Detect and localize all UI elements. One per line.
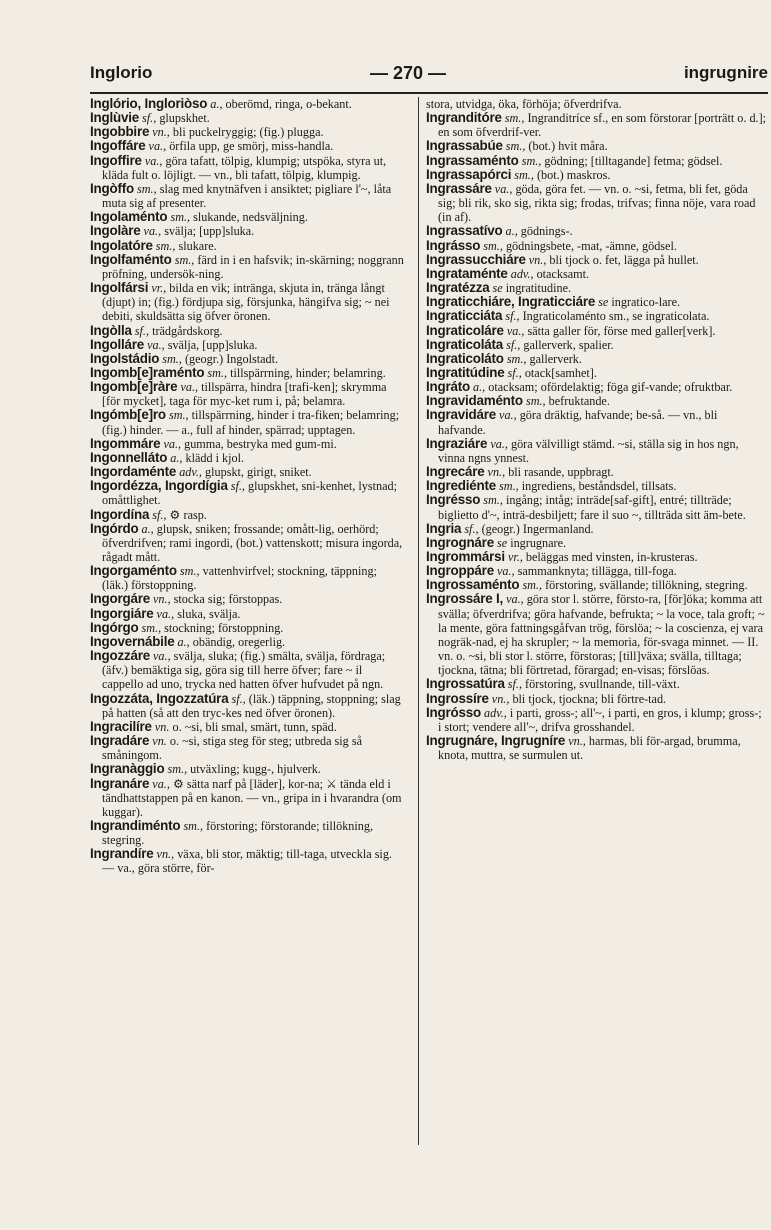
dictionary-entry [426, 366, 768, 380]
headword: Ingranditóre [426, 110, 502, 126]
dictionary-entry [426, 408, 768, 436]
headword: Ingravidáre [426, 407, 496, 423]
definition: glupskhet. [159, 111, 210, 126]
headword: Ingrassabúe [426, 138, 503, 154]
dictionary-entry [426, 677, 768, 691]
definition: gödning; [tilltagande] fetma; gödsel. [544, 153, 723, 168]
grammar-label: va., [496, 564, 515, 579]
dictionary-entry [426, 578, 768, 592]
grammar-label: sf., [464, 521, 479, 536]
grammar-label: sm., [499, 479, 519, 494]
headword: Ingrásso [426, 237, 481, 253]
dictionary-entry [90, 621, 406, 635]
dictionary-entry [426, 111, 768, 139]
grammar-label: sm., [525, 394, 546, 409]
definition: otacksam; ofördelaktig; föga gif-vande; ofruktbar. [488, 380, 733, 395]
dictionary-entry [426, 281, 768, 295]
dictionary-entry [90, 508, 406, 522]
definition: ingång; intåg; inträde[saf-gift], entré; tillträde; biglietto d'~, inträ-desbiljett; fare il suo ~, tillträda sitt äm-bete. [438, 493, 746, 522]
grammar-label: sm., [137, 181, 157, 196]
definition: förstoring, svullnande, till-växt. [525, 677, 680, 692]
headword: Ingordaménte [90, 464, 177, 480]
headword: Ingraticoláta [426, 336, 504, 352]
dictionary-entry [90, 465, 406, 479]
grammar-label: sm., [521, 153, 542, 168]
dictionary-entry [90, 253, 406, 281]
definition: tillspärrning, hinder i tra-fiken; belamring; (fig.) hinder. — a., full af hinder, spärrad; upptagen. [102, 408, 400, 437]
dictionary-entry [426, 97, 768, 111]
grammar-label: vn., [491, 691, 510, 706]
grammar-label: vn. [152, 734, 167, 749]
headword: Ingòffo [90, 180, 134, 196]
dictionary-entry [426, 309, 768, 323]
grammar-label: va., [494, 181, 513, 196]
grammar-label: va., [147, 337, 165, 352]
dictionary-entry [90, 451, 406, 465]
page-number: — 270 — [370, 63, 447, 83]
headword: Ingozzáre [90, 648, 150, 664]
definition: svälja, sluka; (fig.) smälta, svälja, fördraga; (äfv.) bemäktiga sig, göra sig till herre öfver; fare ~ il cappello ad uno, trycka ned hatten öfver hufvudet på ngn. [102, 649, 386, 692]
dictionary-entry [90, 111, 406, 125]
dictionary-entry [426, 536, 768, 550]
definition: tillspärra, hindra [trafi-ken]; skrymma [för mycket], taga för myc-ket rum i, på; belamra. [102, 380, 387, 409]
headword: Ingoffáre [90, 138, 146, 154]
headword: Ingraticciáta [426, 308, 503, 324]
dictionary-entry [426, 734, 768, 762]
headword: Ingrandíre [90, 846, 154, 862]
grammar-label: sm., [522, 578, 543, 593]
definition: växa, bli stor, mäktig; till-taga, utveckla sig. — va., göra större, för- [102, 847, 392, 876]
dictionary-entry [426, 139, 768, 153]
definition: trädgårdskorg. [152, 323, 223, 338]
grammar-label: va., [153, 649, 171, 664]
grammar-label: sm., [162, 351, 182, 366]
definition: glupskt, girigt, sniket. [205, 465, 312, 480]
headword: Ingrassaménto [426, 152, 519, 168]
dictionary-entry [426, 493, 768, 521]
grammar-label: a., [170, 450, 183, 465]
dictionary-entry [90, 182, 406, 210]
headword: Ingordína [90, 506, 150, 522]
headword: Ingrugnáre, Ingrugníre [426, 733, 566, 749]
headword: Ingrésso [426, 492, 481, 508]
dictionary-entry [426, 239, 768, 253]
grammar-label: va., [163, 436, 182, 451]
headword: Ingolfársi [90, 280, 149, 296]
dictionary-entry [90, 139, 406, 153]
headword: Ingrósso [426, 704, 481, 720]
dictionary-entry [90, 819, 406, 847]
dictionary-entry [90, 649, 406, 691]
grammar-label: se [492, 281, 503, 296]
definition: förstoring, svällande; tillökning, stegring. [545, 578, 748, 593]
definition: örfila upp, ge smörj, miss-handla. [169, 139, 334, 154]
definition: i parti, gross-; all'~, i parti, en gros, i klump; gross-; i stort; vendere all'~, drifva grosshandel. [438, 705, 762, 734]
headword: Ingolstádio [90, 350, 160, 366]
headword: Ingrossáre I, [426, 591, 504, 607]
headword: Ingommáre [90, 435, 161, 451]
dictionary-entry [90, 437, 406, 451]
headword: Ingozzáta, Ingozzatúra [90, 690, 229, 706]
definition: klädd i kjol. [185, 450, 245, 465]
dictionary-entry [426, 338, 768, 352]
grammar-label: sm., [504, 111, 525, 126]
dictionary-entry [90, 338, 406, 352]
dictionary-entry [426, 692, 768, 706]
dictionary-entry [90, 352, 406, 366]
header-rule [90, 92, 768, 94]
headword: Ingracilíre [90, 718, 152, 734]
dictionary-entry [426, 550, 768, 564]
headword: Ingórgo [90, 619, 139, 635]
definition: bli tjock o. fet, lägga på hullet. [549, 252, 699, 267]
dictionary-entry [90, 239, 406, 253]
definition: tillspärrning, hinder; belamring. [230, 365, 386, 380]
definition: oberömd, ringa, o-bekant. [225, 97, 352, 111]
headword: Ingrognáre [426, 534, 494, 550]
grammar-label: sm., [207, 365, 228, 380]
definition: ⚙ sätta narf på [läder], kor-na; ⚔ tända eld i tändhattstappen på en kanon. — vn., gripa in i hvarandra (om kuggar). [102, 776, 402, 819]
grammar-label: sm., [168, 408, 189, 423]
definition: utväxling; kugg-, hjulverk. [190, 762, 321, 777]
headword: Ingraziáre [426, 435, 488, 451]
dictionary-entry [426, 380, 768, 394]
definition: gödnings-. [520, 224, 573, 239]
headword: Ingraticoláre [426, 322, 504, 338]
definition: sätta galler för, förse med galler[verk]. [527, 323, 716, 338]
definition: o. ~si, bli smal, smärt, tunn, späd. [172, 719, 337, 734]
headword: Ingravidaménto [426, 393, 523, 409]
definition: (bot.) hvit måra. [528, 139, 608, 154]
definition: o. ~si, stiga steg för steg; utbreda sig så småningom. [102, 734, 362, 763]
page-header [90, 63, 768, 85]
grammar-label: sm., [183, 818, 204, 833]
grammar-label: vn. [154, 719, 170, 734]
dictionary-entry [90, 692, 406, 720]
dictionary-entry [426, 564, 768, 578]
headword: Ingrandiménto [90, 817, 181, 833]
headword: Inglório, Ingloriòso [90, 96, 208, 111]
definition: ingrugnare. [510, 535, 567, 550]
definition: göda, göra fet. — vn. o. ~si, fetma, bli fet, göda sig; bli rik, sko sig, rikta sig; frodas, trifvas; finna nöje, vara road (in af). [438, 181, 756, 225]
header-left-catchword: Inglorio [90, 63, 153, 82]
headword: Ingrommársi [426, 549, 505, 564]
grammar-label: sm., [141, 620, 162, 635]
grammar-label: va., [506, 323, 525, 338]
definition: stocka sig; förstoppas. [173, 592, 283, 607]
grammar-label: a., [210, 97, 223, 111]
headword: Ingrecáre [426, 464, 485, 480]
dictionary-entry [90, 777, 406, 819]
grammar-label: sm., [483, 238, 503, 253]
headword: Ingria [426, 520, 462, 536]
definition: förstoring; förstorande; tillökning, stegring. [102, 818, 374, 848]
grammar-label: sm., [179, 564, 200, 579]
grammar-label: a., [177, 634, 190, 649]
definition: sluka, svälja. [177, 606, 241, 621]
definition: (bot.) maskros. [536, 167, 611, 182]
dictionary-entry [90, 408, 406, 436]
grammar-label: sf., [507, 677, 522, 692]
headword: Ingolláre [90, 336, 145, 352]
headword: Inglùvie [90, 110, 139, 126]
headword: Ingranàggio [90, 761, 165, 777]
grammar-label: sm., [155, 238, 176, 253]
grammar-label: va., [148, 139, 167, 154]
definition: göra tafatt, tölpig, klumpig; utspöka, styra ut, kläda fult o. löjligt. — vn., bli tafatt, tölpig, klumpig. [102, 153, 387, 182]
headword: Ingrossaménto [426, 577, 520, 593]
grammar-label: a., [141, 521, 154, 536]
grammar-label: va., [506, 592, 524, 607]
definition: vattenhvirfvel; stockning, täppning; (läk.) förstoppning. [102, 564, 377, 593]
headword: Ingráto [426, 379, 470, 395]
headword: Ingratézza [426, 280, 490, 296]
headword: Ingrassatívo [426, 223, 503, 239]
dictionary-entry [90, 592, 406, 606]
definition: beläggas med vinsten, in-krusteras. [525, 550, 698, 564]
definition: (geogr.) Ingolstadt. [184, 351, 279, 366]
column-divider [418, 97, 419, 1145]
headword: Ingranáre [90, 775, 150, 791]
dictionary-entry [90, 522, 406, 564]
grammar-label: adv., [510, 266, 534, 281]
headword: Ingorgáre [90, 591, 150, 607]
dictionary-entry [426, 267, 768, 281]
definition: färd in i en hafsvik; in-skärning; noggrann pröfning, undersök-ning. [102, 252, 404, 281]
definition: otacksamt. [536, 266, 590, 281]
headword: Ingolatóre [90, 237, 153, 253]
headword: Ingrossíre [426, 690, 489, 706]
dictionary-entry [90, 380, 406, 408]
headword: Ingroppáre [426, 563, 494, 579]
headword: Ingorgaménto [90, 563, 177, 579]
left-column [90, 97, 406, 876]
definition: ⚙ rasp. [169, 507, 207, 522]
headword: Ingòlla [90, 322, 132, 338]
grammar-label: vn., [156, 847, 175, 862]
dictionary-entry [426, 168, 768, 182]
dictionary-entry [90, 366, 406, 380]
definition: göra dräktig, hafvande; be-så. — vn., bli hafvande. [438, 408, 718, 437]
definition: befruktande. [548, 394, 610, 409]
headword: Ingonnelláto [90, 449, 168, 465]
headword: Ingobbire [90, 124, 150, 140]
definition: otack[samhet]. [524, 365, 597, 380]
definition: svälja; [upp]sluka. [164, 224, 255, 239]
headword: Ingórdo [90, 520, 139, 536]
grammar-label: sf., [506, 337, 521, 352]
dictionary-entry [90, 734, 406, 762]
definition: bli rasande, uppbragt. [508, 465, 614, 480]
grammar-label: adv., [179, 465, 202, 480]
headword: Ingovernábile [90, 633, 175, 649]
dictionary-entry [90, 847, 406, 875]
dictionary-entry [426, 352, 768, 366]
grammar-label: vn., [153, 592, 171, 607]
grammar-label: sf., [230, 479, 245, 494]
grammar-label: se [598, 295, 609, 310]
dictionary-entry [426, 465, 768, 479]
grammar-label: sf., [134, 323, 150, 338]
headword: Ingrassucchiáre [426, 251, 526, 267]
dictionary-entry [426, 706, 768, 734]
dictionary-entry [90, 720, 406, 734]
grammar-label: va., [152, 776, 170, 791]
definition: stockning; förstoppning. [164, 620, 284, 635]
dictionary-entry [90, 125, 406, 139]
headword: Ingordézza, Ingordígia [90, 478, 228, 494]
header-right-catchword: ingrugnire [683, 63, 768, 82]
definition: sammanknyta; tillägga, till-foga. [517, 564, 677, 579]
grammar-label: va., [499, 408, 517, 423]
dictionary-entry [426, 154, 768, 168]
definition: glupsk, sniken; frossande; omått-lig, oerhörd; öfverdrifven; rami ingordi, (bot.) vattenskott; misura ingorda, rågadt mått. [102, 521, 403, 564]
definition: Ingraticolaménto sm., se ingraticolata. [522, 309, 710, 324]
definition: (geogr.) Ingermanland. [481, 521, 594, 536]
dictionary-entry [90, 762, 406, 776]
definition: bli puckelryggig; (fig.) plugga. [172, 125, 324, 140]
dictionary-entry [90, 210, 406, 224]
definition: stora, utvidga, öka, förhöja; öfverdrifva. [426, 97, 622, 111]
definition: gallerverk. [529, 351, 582, 366]
right-column [426, 97, 768, 762]
definition: slag med knytnäfven i ansiktet; pigliare l'~, låta muta sig af presenter. [102, 181, 392, 211]
definition: ingratitudine. [505, 281, 572, 296]
grammar-label: a., [505, 224, 518, 239]
headword: Ingolaménto [90, 209, 168, 225]
dictionary-entry [90, 479, 406, 507]
grammar-label: va., [144, 153, 163, 168]
headword: Ingoffire [90, 152, 142, 168]
definition: gödningsbete, -mat, -ämne, gödsel. [505, 238, 677, 253]
dictionary-entry [90, 607, 406, 621]
definition: gumma, bestryka med gum-mi. [184, 436, 337, 451]
grammar-label: sm., [174, 252, 195, 267]
dictionary-entry [426, 394, 768, 408]
definition: bli tjock, tjockna; bli förtre-tad. [512, 691, 667, 706]
definition: slukare. [178, 238, 217, 253]
headword: Ingraticoláto [426, 350, 504, 366]
definition: göra stor l. större, förstо-ra, [för]öka; komma att svälla; öfverdrifva; göra hafvande, befrukta; ~ la voce, tala groft; ~ la mente, göra fattningsgåfvan trög, förslöa; ~ la coscienza, ej vara nogräk-nad, ej ha skrupler; ~ la memoria, för-svaga minnet. — II. vn. o. ~si, bli stor l. större, förstoras; [till]växa; svälla, tilltaga; tjockna, tätna; bli förtretad, förargad; en-visas; förslöas. [438, 592, 765, 678]
headword: Ingrassáre [426, 180, 492, 196]
grammar-label: sf., [142, 111, 157, 126]
grammar-label: va., [490, 436, 508, 451]
dictionary-entry [90, 564, 406, 592]
dictionary-entry [90, 97, 406, 111]
dictionary-entry [90, 224, 406, 238]
grammar-label: se [496, 535, 508, 550]
dictionary-entry [90, 635, 406, 649]
grammar-label: adv., [484, 705, 507, 720]
grammar-label: va., [156, 606, 175, 621]
definition: ingratico-lare. [611, 295, 681, 310]
headword: Ingomb[e]raménto [90, 364, 205, 380]
headword: Ingomb[e]ràre [90, 379, 178, 395]
grammar-label: vn., [528, 252, 547, 267]
grammar-label: sm., [514, 167, 534, 182]
grammar-label: sm., [170, 210, 191, 225]
headword: Ingómb[e]ro [90, 407, 166, 423]
grammar-label: vn., [568, 734, 586, 749]
grammar-label: sm., [506, 351, 527, 366]
grammar-label: sm., [505, 139, 526, 154]
headword: Ingradáre [90, 733, 150, 749]
headword: Ingorgiáre [90, 605, 154, 621]
headword: Ingrataménte [426, 265, 508, 281]
grammar-label: sf., [231, 691, 246, 706]
definition: obändig, oregerlig. [192, 634, 286, 649]
definition: göra välvilligt stämd. ~si, ställa sig in hos ngn, vinna ngns ynnest. [438, 436, 739, 465]
definition: ingrediens, beståndsdel, tillsats. [521, 479, 677, 494]
dictionary-entry [426, 522, 768, 536]
dictionary-entry [90, 281, 406, 323]
grammar-label: va., [180, 380, 199, 395]
definition: svälja, [upp]sluka. [167, 337, 258, 352]
dictionary-entry [426, 224, 768, 238]
dictionary-entry [426, 437, 768, 465]
dictionary-entry [426, 295, 768, 309]
definition: glupskhet, sni-kenhet, lystnad; omåttlighet. [102, 479, 397, 508]
dictionary-entry [426, 324, 768, 338]
grammar-label: sf., [505, 309, 520, 324]
grammar-label: vn., [487, 465, 506, 480]
dictionary-entry [426, 592, 768, 677]
headword: Ingratitúdine [426, 364, 505, 380]
headword: Ingrediénte [426, 478, 496, 494]
grammar-label: sf., [152, 507, 167, 522]
definition: bilda en vik; intränga, skjuta in, tränga långt (djupt) in; (fig.) fördjupa sig, försjunka, hängifva sig; ~ nei debiti, skuldsätta sig öfver öronen. [102, 281, 390, 324]
grammar-label: vr., [151, 281, 167, 296]
grammar-label: a., [473, 380, 486, 395]
definition: (läk.) täppning, stoppning; slag på hatten (så att den tryc-kes ned öfver öronen). [102, 691, 401, 720]
definition: gallerverk, spalier. [523, 337, 614, 352]
headword: Ingraticchiáre, Ingraticciáre [426, 294, 596, 310]
definition: slukande, nedsväljning. [193, 210, 308, 225]
headword: Ingrossatúra [426, 676, 505, 692]
definition: harmas, bli för-argad, brumma, knota, muttra, se surmulen ut. [438, 734, 741, 763]
dictionary-entry [90, 154, 406, 182]
grammar-label: sm., [483, 493, 503, 508]
dictionary-entry [90, 324, 406, 338]
grammar-label: vn., [152, 125, 170, 140]
grammar-label: vr., [507, 550, 523, 564]
grammar-label: sm., [167, 762, 188, 777]
headword: Ingolàre [90, 223, 141, 239]
grammar-label: sf., [507, 365, 522, 380]
headword: Ingrassapórci [426, 166, 512, 182]
dictionary-entry [426, 479, 768, 493]
grammar-label: va., [143, 224, 162, 239]
headword: Ingolfaménto [90, 251, 172, 267]
dictionary-entry [426, 253, 768, 267]
definition: Ingranditríce sf., en som förstorar [porträtt o. d.]; en som öfverdrif-ver. [438, 111, 767, 140]
dictionary-entry [426, 182, 768, 224]
